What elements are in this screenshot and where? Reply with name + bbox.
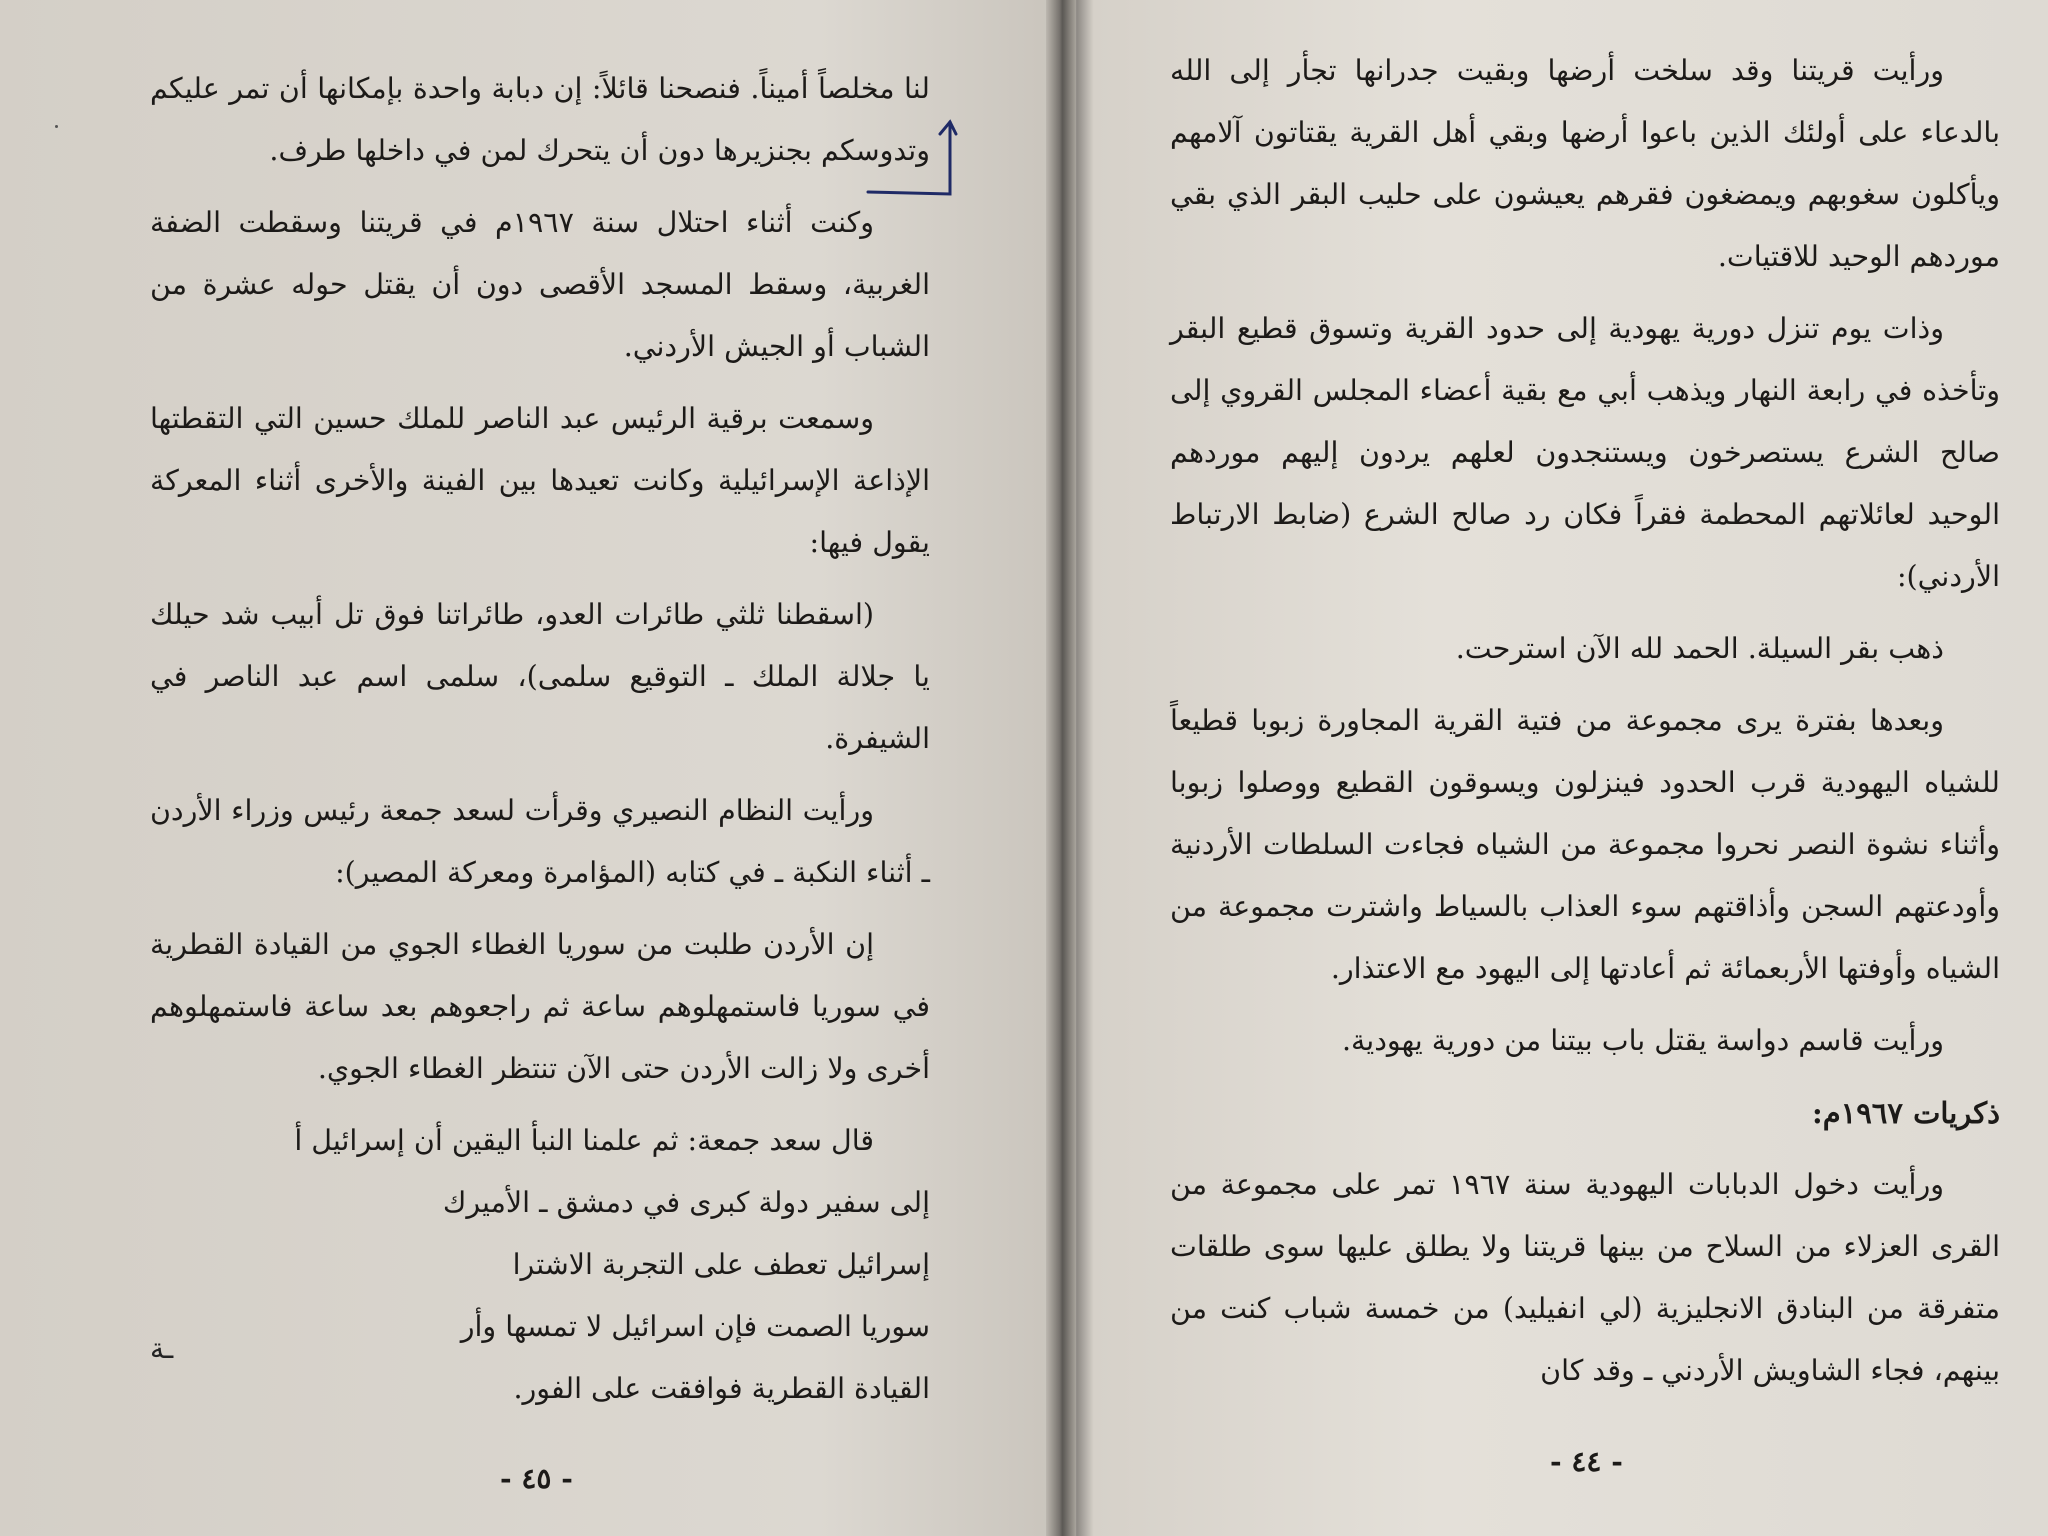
paragraph-line: إسرائيل تعطف على التجربة الاشترا xyxy=(512,1248,930,1281)
paragraph: ورأيت النظام النصيري وقرأت لسعد جمعة رئيس وزراء الأردن ـ أثناء النكبة ـ في كتابه (المؤامرة ومعركة المصير): xyxy=(150,794,930,889)
pen-annotation-arrow-icon xyxy=(866,118,956,208)
paragraph: إن الأردن طلبت من سوريا الغطاء الجوي من القيادة القطرية في سوريا فاستمهلوهم ساعة ثم راجعوهم بعد ساعة فاستمهلوهم أخرى ولا زالت الأردن حتى الآن تنتظر الغطاء الجوي. xyxy=(150,928,930,1085)
paragraph: (اسقطنا ثلثي طائرات العدو، طائراتنا فوق تل أبيب شد حيلك يا جلالة الملك ـ التوقيع سلمى)، سلمى اسم عبد الناصر في الشيفرة. xyxy=(150,598,930,755)
right-page xyxy=(1075,0,2048,1536)
book-spine xyxy=(1046,0,1076,1536)
paragraph-line: سوريا الصمت فإن اسرائيل لا تمسها وأر xyxy=(460,1310,930,1343)
paragraph: لنا مخلصاً أميناً. فنصحنا قائلاً: إن دبابة واحدة بإمكانها أن تمر عليكم وتدوسكم بجنزيرها دون أن يتحرك لمن في داخلها طرف. xyxy=(150,72,930,167)
paragraph-line: إلى سفير دولة كبرى في دمشق ـ الأميرك xyxy=(442,1186,930,1219)
paragraph: وذات يوم تنزل دورية يهودية إلى حدود القرية وتسوق قطيع البقر وتأخذه في رابعة النهار ويذهب أبي مع بقية أعضاء المجلس القروي إلى صالح الشرع يستصرخون ويستنجدون لعلهم يردون إليهم موردهم الوحيد لعائلاتهم المحطمة فقراً فكان رد صالح الشرع (ضابط الارتباط الأردني): xyxy=(1170,312,2000,593)
page-number: - ٤٤ - xyxy=(1550,1445,1623,1478)
paragraph-line: قال سعد جمعة: ثم علمنا النبأ اليقين أن إسرائيل أ xyxy=(294,1124,874,1157)
left-page-text xyxy=(150,58,930,1430)
paragraph: ذهب بقر السيلة. الحمد لله الآن استرحت. xyxy=(1455,632,1944,665)
speck xyxy=(55,125,58,128)
paragraph: ورأيت دخول الدبابات اليهودية سنة ١٩٦٧ تمر على مجموعة من القرى العزلاء من السلاح من بينها قريتنا ولا يطلق عليها سوى طلقات متفرقة من البنادق الانجليزية (لي انفيليد) من خمسة شباب كنت من بينهم، فجاء الشاويش الأردني ـ وقد كان xyxy=(1170,1168,2000,1387)
cut-off-paragraph xyxy=(294,1110,930,1420)
paragraph: وكنت أثناء احتلال سنة ١٩٦٧م في قريتنا وسقطت الضفة الغربية، وسقط المسجد الأقصى دون أن يقتل حوله عشرة من الشباب أو الجيش الأردني. xyxy=(150,206,930,363)
paragraph: ورأيت قاسم دواسة يقتل باب بيتنا من دورية يهودية. xyxy=(1341,1024,1944,1057)
stray-mark: ـة xyxy=(150,1332,174,1365)
right-page-text xyxy=(1170,40,2000,1412)
paragraph: وبعدها بفترة يرى مجموعة من فتية القرية المجاورة زبوبا قطيعاً للشياه اليهودية قرب الحدود فينزلون ويسوقون القطيع ووصلوا زبوبا وأثناء نشوة النصر نحروا مجموعة من الشياه فجاءت السلطات الأردنية وأودعتهم السجن وأذاقتهم سوء العذاب بالسياط واشترت مجموعة من الشياه وأوفتها الأربعمائة ثم أعادتها إلى اليهود مع الاعتذار. xyxy=(1170,704,2000,985)
section-title: ذكريات ١٩٦٧م: xyxy=(1811,1096,2000,1130)
paragraph: وسمعت برقية الرئيس عبد الناصر للملك حسين التي التقطتها الإذاعة الإسرائيلية وكانت تعيدها بين الفينة والأخرى أثناء المعركة يقول فيها: xyxy=(150,402,930,559)
paragraph: ورأيت قريتنا وقد سلخت أرضها وبقيت جدرانها تجأر إلى الله بالدعاء على أولئك الذين باعوا أرضها وبقي أهل القرية يقتاتون آلامهم ويأكلون سغوبهم ويمضغون فقرهم يعيشون على حليب البقر الذي بقي موردهم الوحيد للاقتيات. xyxy=(1170,54,2000,273)
paragraph-line: القيادة القطرية فوافقت على الفور. xyxy=(513,1372,930,1405)
page-number: - ٤٥ - xyxy=(500,1462,573,1495)
